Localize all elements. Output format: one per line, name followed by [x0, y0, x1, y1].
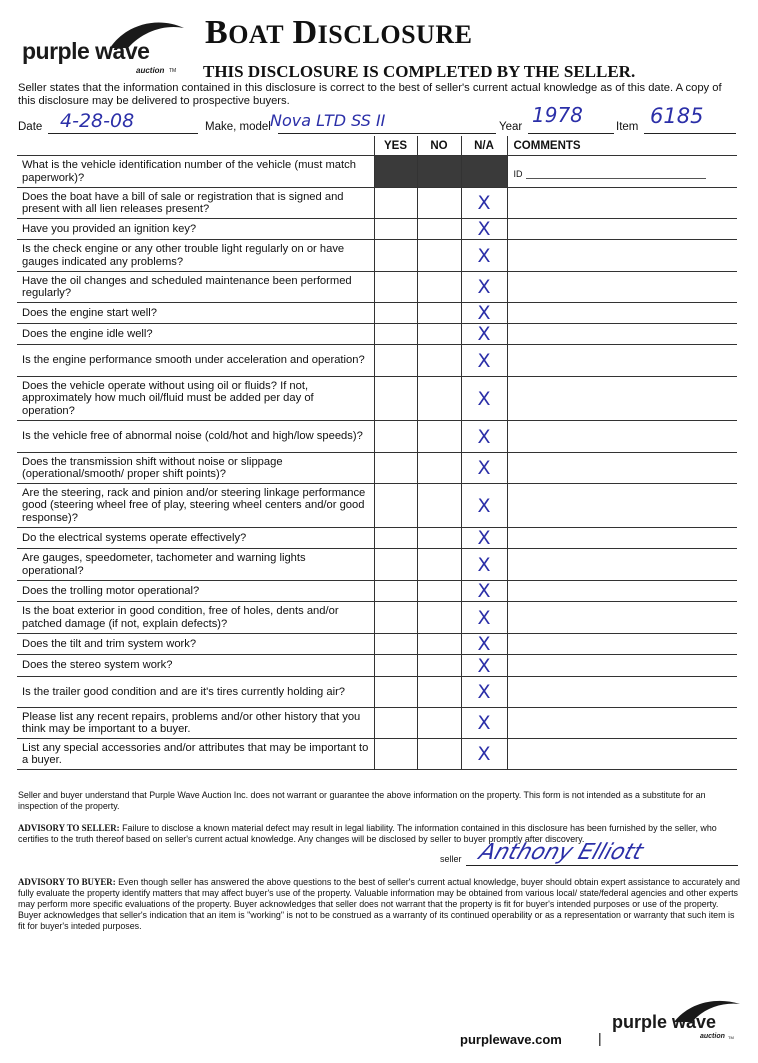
table-row — [17, 453, 737, 484]
question-text: Are the steering, rack and pinion and/or steering linkage performance good (steering wheel free of play, steering wheel centers and/or good response)? — [17, 484, 374, 528]
yes-cell[interactable] — [374, 677, 417, 708]
intro-text: Seller states that the information contained in this disclosure is correct to the best of seller's current actual knowledge as of this date. A copy of this disclosure may be delivered to prospective buyers. — [18, 82, 722, 107]
table-header — [17, 136, 737, 156]
logo-wordmark: purple wave — [22, 38, 150, 64]
no-cell[interactable] — [417, 453, 461, 484]
na-header: N/A — [461, 136, 507, 156]
advisory-seller-text: Failure to disclose a known material defect may result in legal liability. The information contained in this disclosure has been furnished by the seller, who certifies to the truth thereof based on seller's current actual knowledge. Any changes will be disclosed by seller to buyer promptly after discovery. — [18, 823, 717, 844]
table-row — [17, 655, 737, 677]
na-check[interactable]: X — [461, 240, 507, 272]
no-cell[interactable] — [417, 634, 461, 655]
question-text: Is the boat exterior in good condition, free of holes, dents and/or patched damage (if not, explain defects)? — [17, 602, 374, 634]
na-check[interactable]: X — [461, 581, 507, 602]
table-row — [17, 188, 737, 219]
footer-separator: | — [598, 1030, 602, 1046]
footer-logo-subword: auction — [700, 1033, 725, 1040]
year-label: Year — [499, 121, 523, 133]
na-check[interactable]: X — [461, 188, 507, 219]
yes-cell[interactable] — [374, 528, 417, 549]
yes-cell[interactable] — [374, 602, 417, 634]
no-cell[interactable] — [417, 240, 461, 272]
no-header: NO — [417, 136, 461, 156]
yes-cell[interactable] — [374, 549, 417, 581]
logo-subword: auction — [136, 66, 165, 75]
footer-url[interactable]: purplewave.com — [460, 1032, 562, 1047]
question-text: Is the vehicle free of abnormal noise (cold/hot and high/low speeds)? — [17, 421, 374, 453]
no-cell — [417, 156, 461, 188]
yes-cell[interactable] — [374, 303, 417, 324]
table-row — [17, 708, 737, 739]
comment-cell[interactable] — [507, 602, 737, 634]
na-check[interactable]: X — [461, 453, 507, 484]
table-row — [17, 272, 737, 303]
question-text: Have the oil changes and scheduled maintenance been performed regularly? — [17, 272, 374, 303]
comments-header: COMMENTS — [507, 136, 737, 156]
no-cell[interactable] — [417, 421, 461, 453]
yes-cell[interactable] — [374, 345, 417, 377]
seller-signature[interactable]: Anthony Elliott — [475, 840, 646, 865]
no-cell[interactable] — [417, 377, 461, 421]
question-text: Do the electrical systems operate effectively? — [17, 528, 374, 549]
question-text: Does the vehicle operate without using oil or fluids? If not, approximately how much oil/fluid must be added per day of operation? — [17, 377, 374, 421]
table-row — [17, 528, 737, 549]
na-check[interactable]: X — [461, 634, 507, 655]
footer-logo-wordmark: purple wave — [612, 1012, 717, 1032]
table-row — [17, 324, 737, 345]
no-cell[interactable] — [417, 188, 461, 219]
comment-cell[interactable] — [507, 655, 737, 677]
na-check[interactable]: X — [461, 421, 507, 453]
no-cell[interactable] — [417, 484, 461, 528]
na-check[interactable]: X — [461, 303, 507, 324]
yes-cell[interactable] — [374, 272, 417, 303]
page-subtitle: THIS DISCLOSURE IS COMPLETED BY THE SELLER. — [203, 62, 636, 81]
comment-cell[interactable] — [507, 324, 737, 345]
date-value[interactable]: 4-28-08 — [60, 110, 135, 132]
footer-logo — [608, 996, 748, 1046]
item-label: Item — [616, 121, 639, 133]
yes-cell[interactable] — [374, 240, 417, 272]
comment-cell[interactable] — [507, 240, 737, 272]
question-header — [17, 136, 374, 156]
date-label: Date — [18, 121, 43, 133]
yes-cell — [374, 156, 417, 188]
na-check[interactable]: X — [461, 708, 507, 739]
question-text: Does the engine idle well? — [17, 324, 374, 345]
comment-cell[interactable] — [507, 345, 737, 377]
seller-signature-line — [440, 840, 740, 868]
table-row — [17, 377, 737, 421]
comment-cell[interactable] — [507, 453, 737, 484]
no-cell[interactable] — [417, 581, 461, 602]
na-check[interactable]: X — [461, 549, 507, 581]
no-cell[interactable] — [417, 549, 461, 581]
no-cell[interactable] — [417, 602, 461, 634]
na-check[interactable]: X — [461, 484, 507, 528]
question-text: Does the transmission shift without noise or slippage (operational/smooth/ proper shift points)? — [17, 453, 374, 484]
seller-label: seller — [440, 854, 462, 864]
question-text: What is the vehicle identification number of the vehicle (must match paperwork)? — [17, 156, 374, 188]
yes-cell[interactable] — [374, 377, 417, 421]
no-cell[interactable] — [417, 655, 461, 677]
yes-cell[interactable] — [374, 655, 417, 677]
na-check[interactable]: X — [461, 602, 507, 634]
comment-cell[interactable] — [507, 377, 737, 421]
no-cell[interactable] — [417, 345, 461, 377]
no-cell[interactable] — [417, 677, 461, 708]
comment-cell[interactable] — [507, 634, 737, 655]
table-row — [17, 303, 737, 324]
na-check[interactable]: X — [461, 677, 507, 708]
id-label: ID — [513, 169, 523, 179]
comment-cell[interactable] — [507, 421, 737, 453]
question-text: Is the engine performance smooth under acceleration and operation? — [17, 345, 374, 377]
na-check[interactable]: X — [461, 272, 507, 303]
logo — [18, 14, 188, 76]
comment-cell[interactable] — [507, 708, 737, 739]
table-row — [17, 739, 737, 770]
comment-cell[interactable] — [507, 677, 737, 708]
yes-cell[interactable] — [374, 421, 417, 453]
yes-header: YES — [374, 136, 417, 156]
yes-cell[interactable] — [374, 324, 417, 345]
make-value[interactable]: Nova LTD SS II — [270, 111, 386, 130]
no-cell[interactable] — [417, 272, 461, 303]
question-text: Does the stereo system work? — [17, 655, 374, 677]
logo-tm: TM — [169, 68, 177, 74]
comment-cell[interactable] — [507, 484, 737, 528]
table-row — [17, 549, 737, 581]
page-title: BOAT DISCLOSURE — [205, 14, 473, 51]
no-cell[interactable] — [417, 219, 461, 240]
advisory-buyer-label: ADVISORY TO BUYER: — [18, 877, 116, 887]
advisory-buyer — [18, 877, 740, 932]
question-text: Does the tilt and trim system work? — [17, 634, 374, 655]
question-text: List any special accessories and/or attributes that may be important to a buyer. — [17, 739, 374, 770]
yes-cell[interactable] — [374, 219, 417, 240]
comment-cell[interactable] — [507, 219, 737, 240]
na-check[interactable]: X — [461, 655, 507, 677]
no-cell[interactable] — [417, 739, 461, 770]
id-cell[interactable] — [507, 156, 737, 188]
question-text: Please list any recent repairs, problems and/or other history that you think may be important to a buyer. — [17, 708, 374, 739]
na-check[interactable]: X — [461, 528, 507, 549]
table-row — [17, 156, 737, 188]
table-row — [17, 634, 737, 655]
na-check[interactable]: X — [461, 739, 507, 770]
table-row — [17, 240, 737, 272]
no-cell[interactable] — [417, 324, 461, 345]
na-check[interactable]: X — [461, 377, 507, 421]
comment-cell[interactable] — [507, 549, 737, 581]
table-row — [17, 219, 737, 240]
na-check[interactable]: X — [461, 345, 507, 377]
yes-cell[interactable] — [374, 453, 417, 484]
table-row — [17, 677, 737, 708]
na-check[interactable]: X — [461, 219, 507, 240]
no-cell[interactable] — [417, 528, 461, 549]
table-row — [17, 602, 737, 634]
comment-cell[interactable] — [507, 272, 737, 303]
question-text: Does the engine start well? — [17, 303, 374, 324]
disclaimer: Seller and buyer understand that Purple Wave Auction Inc. does not warrant or guarantee the above information on the property. This form is not intended as a substitute for an inspection of the property. — [18, 790, 706, 811]
disclosure-table — [17, 136, 737, 770]
field-row — [18, 103, 738, 136]
year-value[interactable]: 1978 — [532, 103, 583, 127]
yes-cell[interactable] — [374, 634, 417, 655]
question-text: Is the trailer good condition and are it's tires currently holding air? — [17, 677, 374, 708]
table-row — [17, 421, 737, 453]
yes-cell[interactable] — [374, 188, 417, 219]
footer-logo-tm: TM — [728, 1035, 734, 1040]
item-value[interactable]: 6185 — [650, 104, 704, 128]
question-text: Is the check engine or any other trouble light regularly on or have gauges indicated any problems? — [17, 240, 374, 272]
no-cell[interactable] — [417, 303, 461, 324]
question-text: Does the trolling motor operational? — [17, 581, 374, 602]
yes-cell[interactable] — [374, 484, 417, 528]
table-row — [17, 581, 737, 602]
advisory-seller-label: ADVISORY TO SELLER: — [18, 823, 120, 833]
no-cell[interactable] — [417, 708, 461, 739]
table-row — [17, 345, 737, 377]
advisory-buyer-text: Even though seller has answered the above questions to the best of seller's current actual knowledge, buyer should obtain expert assistance to accurately and fully evaluate the property identify matters that may affect buyer's use of the property. Valuable information may be obtained from various local/ state/federal agencies and other experts may perform more specific evaluations of the property. Buyer acknowledges that seller does not warrant that the property is fit for buyer's intended purposes or use of the property. Buyer acknowledges that seller's indication that an item is "working" is not to be construed as a warranty of its continued operability or as a representation or warranty that such item is fit for buyer's inteded purposes. — [18, 877, 740, 931]
comment-cell[interactable] — [507, 739, 737, 770]
yes-cell[interactable] — [374, 708, 417, 739]
comment-cell[interactable] — [507, 303, 737, 324]
comment-cell[interactable] — [507, 581, 737, 602]
na-cell — [461, 156, 507, 188]
comment-cell[interactable] — [507, 528, 737, 549]
table-row — [17, 484, 737, 528]
question-text: Are gauges, speedometer, tachometer and warning lights operational? — [17, 549, 374, 581]
question-text: Does the boat have a bill of sale or registration that is signed and present with all lien releases present? — [17, 188, 374, 219]
make-label: Make, model — [205, 121, 271, 133]
yes-cell[interactable] — [374, 739, 417, 770]
na-check[interactable]: X — [461, 324, 507, 345]
comment-cell[interactable] — [507, 188, 737, 219]
question-text: Have you provided an ignition key? — [17, 219, 374, 240]
yes-cell[interactable] — [374, 581, 417, 602]
